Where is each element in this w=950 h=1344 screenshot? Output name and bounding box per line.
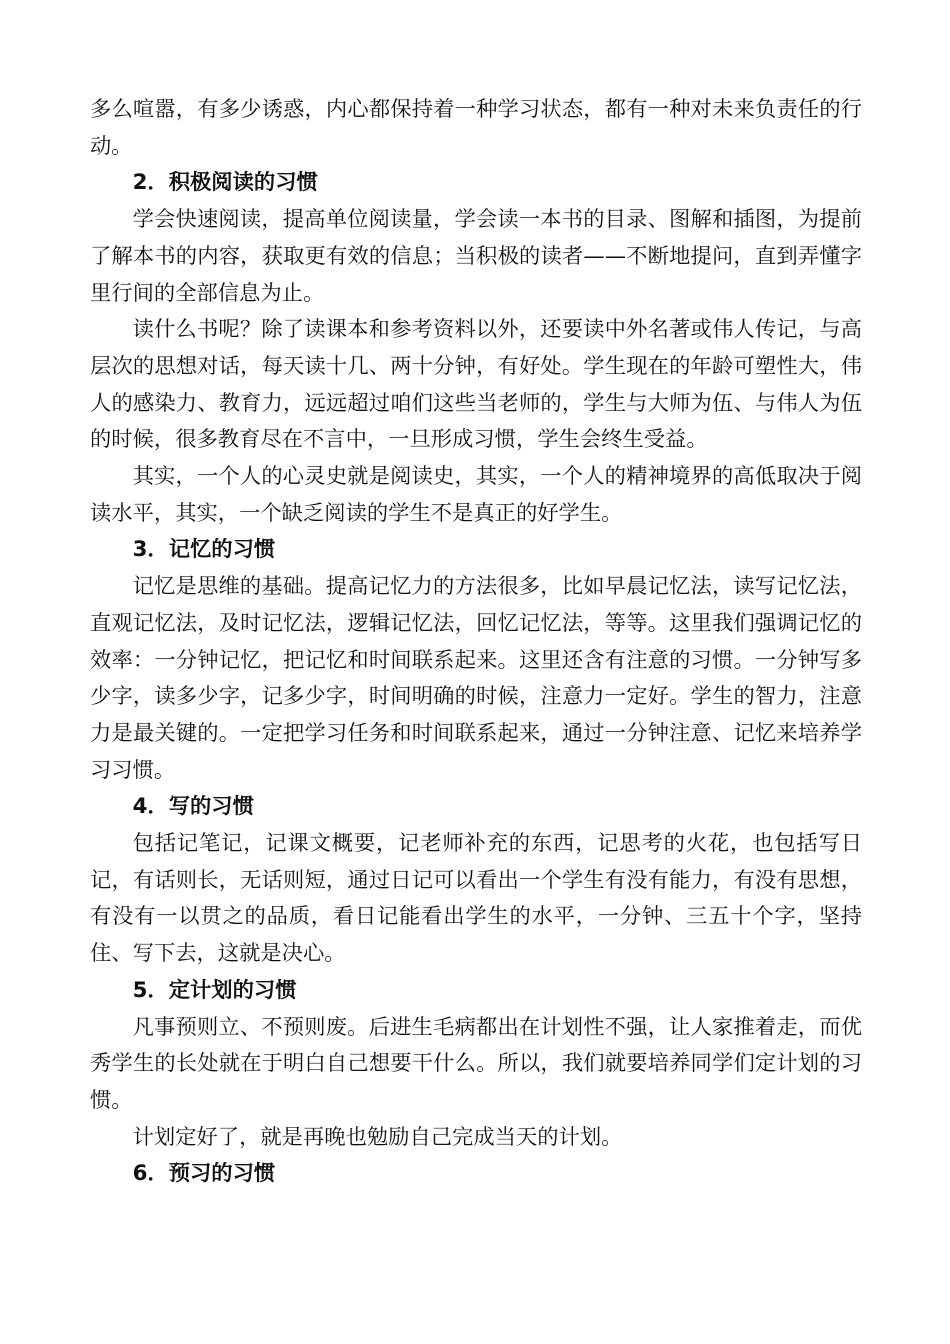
paragraph: 包括记笔记，记课文概要，记老师补充的东西，记思考的火花，也包括写日记，有话则长，无话则短，通过日记可以看出一个学生有没有能力，有没有思想，有没有一以贯之的品质，看日记能看出学生的水平，一分钟、三五十个字，坚持住、写下去，这就是决心。: [90, 831, 862, 967]
section-heading: 5．定计划的习惯: [132, 977, 297, 1003]
section-heading: 4．写的习惯: [132, 794, 254, 820]
paragraph: 读什么书呢？除了读课本和参考资料以外，还要读中外名著或伟人传记，与高层次的思想对话，每天读十几、两十分钟，有好处。学生现在的年龄可塑性大，伟人的感染力、教育力，远远超过咱们这些当老师的，学生与大师为伍、与伟人为伍的时候，很多教育尽在不言中，一旦形成习惯，学生会终生受益。: [90, 317, 862, 453]
paragraph: 多么喧嚣，有多少诱惑，内心都保持着一种学习状态，都有一种对未来负责任的行动。: [90, 97, 862, 159]
paragraph: 其实，一个人的心灵史就是阅读史，其实，一个人的精神境界的高低取决于阅读水平，其实，一个缺乏阅读的学生不是真正的好学生。: [90, 464, 862, 526]
paragraph: 计划定好了，就是再晚也勉励自己完成当天的计划。: [132, 1124, 623, 1150]
section-heading: 6．预习的习惯: [132, 1161, 276, 1187]
section-heading: 2．积极阅读的习惯: [132, 170, 318, 196]
paragraph: 学会快速阅读，提高单位阅读量，学会读一本书的目录、图解和插图，为提前了解本书的内容，获取更有效的信息；当积极的读者——不断地提问，直到弄懂字里行间的全部信息为止。: [90, 207, 862, 306]
paragraph: 记忆是思维的基础。提高记忆力的方法很多，比如早晨记忆法，读写记忆法，直观记忆法，及时记忆法，逻辑记忆法，回忆记忆法，等等。这里我们强调记忆的效率：一分钟记忆，把记忆和时间联系起来。这里还含有注意的习惯。一分钟写多少字，读多少字，记多少字，时间明确的时候，注意力一定好。学生的智力，注意力是最关键的。一定把学习任务和时间联系起来，通过一分钟注意、记忆来培养学习习惯。: [90, 574, 862, 783]
section-heading: 3．记忆的习惯: [132, 537, 276, 563]
document-page: [90, 92, 862, 1193]
paragraph: 凡事预则立、不预则废。后进生毛病都出在计划性不强，让人家推着走，而优秀学生的长处就在于明白自己想要干什么。所以，我们就要培养同学们定计划的习惯。: [90, 1014, 862, 1113]
